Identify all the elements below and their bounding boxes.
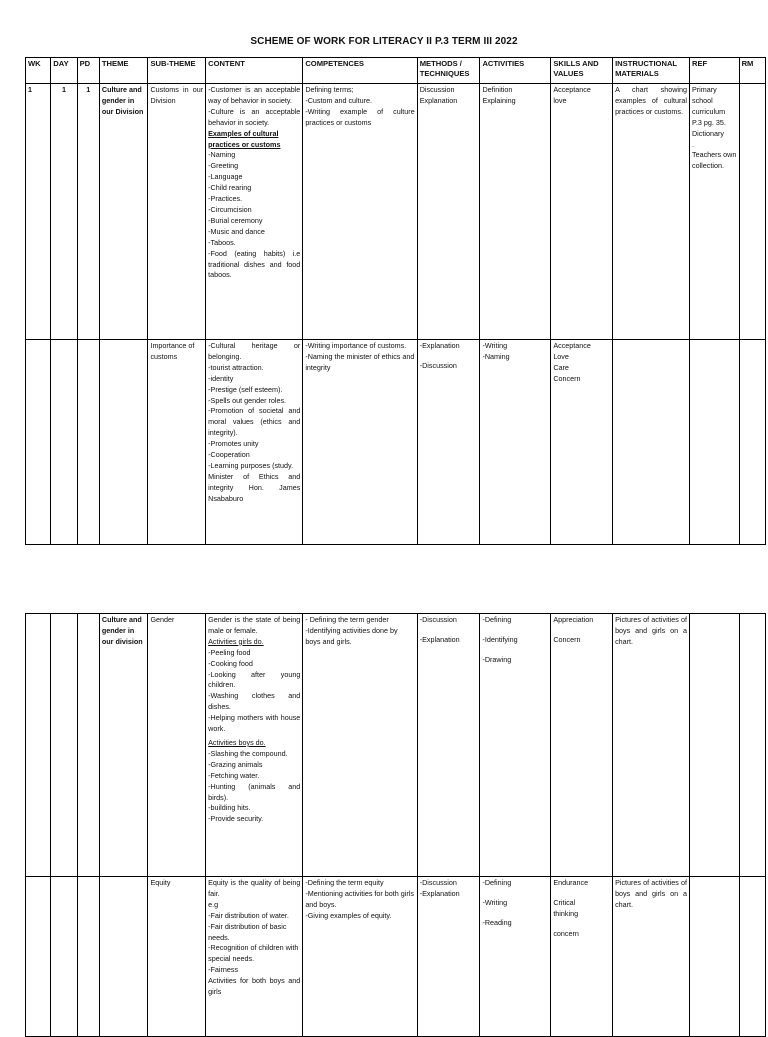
competences-cell [303, 614, 417, 877]
day-cell: 1 [51, 84, 77, 340]
header-content: CONTENT [206, 58, 303, 84]
activity-item: -Naming [482, 351, 510, 361]
competence-item: -Defining the term equity [305, 878, 384, 887]
list-item: -Greeting [208, 161, 239, 171]
content-heading: Activities boys do. [208, 737, 266, 747]
list-item: -Prestige (self esteem). [208, 384, 283, 394]
table-row [26, 84, 766, 340]
method-item: -Discussion [419, 360, 457, 370]
theme-cell: Culture and gender in our division [99, 614, 148, 877]
theme-cell [99, 340, 148, 545]
list-item: -Music and dance [208, 226, 265, 236]
activities-cell [480, 614, 551, 877]
list-item: -Circumcision [208, 204, 252, 214]
activity-item: Definition [482, 85, 513, 94]
ref-cell [689, 84, 739, 340]
period-cell [77, 614, 99, 877]
header-activities: ACTIVITIES [480, 58, 551, 84]
method-item: -Explanation [419, 888, 460, 898]
rm-cell [739, 877, 765, 1037]
list-item: -Washing clothes and dishes. [208, 691, 301, 712]
content-line: -Customer is an acceptable way of behavior in society. [208, 85, 301, 105]
skill-item: Acceptance [553, 85, 591, 94]
skill-item: Love [553, 351, 569, 361]
day-cell [51, 877, 77, 1037]
list-item: Activities for both boys and girls [208, 976, 301, 997]
competence-item: -Mentioning activities for both girls and boys. [305, 888, 414, 909]
header-methods: METHODS / TECHNIQUES [417, 58, 480, 84]
header-competences: COMPETENCES [303, 58, 417, 84]
activities-cell [480, 84, 551, 340]
period-cell [77, 340, 99, 545]
ref-line: . [691, 139, 694, 149]
list-item: -tourist attraction. [208, 362, 264, 372]
header-row [26, 58, 766, 84]
activities-cell [480, 340, 551, 545]
method-item: Explanation [419, 95, 458, 105]
period-cell [77, 877, 99, 1037]
header-subtheme: SUB-THEME [148, 58, 206, 84]
methods-cell [417, 877, 480, 1037]
skill-item: concern [553, 928, 579, 938]
competences-cell [303, 84, 417, 340]
rm-cell [739, 84, 765, 340]
competence-item: - Defining the term gender [305, 615, 389, 624]
skill-item: Appreciation [553, 615, 594, 624]
list-item: -Learning purposes (study. [208, 460, 294, 470]
list-item: -Peeling food [208, 647, 251, 657]
list-item: -Fetching water. [208, 770, 260, 780]
skill-item: love [553, 95, 567, 105]
competence-item: -Identifying activities done by boys and girls. [305, 625, 398, 646]
ref-cell [689, 877, 739, 1037]
list-item: Minister of Ethics and integrity Hon. James Nsababuro [208, 471, 301, 503]
content-heading: Activities girls do. [208, 636, 264, 646]
header-day: DAY [51, 58, 77, 84]
competence-item: -Writing importance of customs. [305, 341, 407, 350]
header-wk: WK [26, 58, 51, 84]
activity-item: Explaining [482, 95, 516, 105]
list-item: -Taboos. [208, 237, 236, 247]
content-cell [206, 877, 303, 1037]
activity-item: -Defining [482, 615, 512, 624]
header-theme: THEME [99, 58, 148, 84]
methods-cell [417, 340, 480, 545]
wk-cell [26, 340, 51, 545]
header-skills: SKILLS AND VALUES [551, 58, 613, 84]
header-rm: RM [739, 58, 765, 84]
content-line: Gender is the state of being male or female. [208, 615, 301, 635]
list-item: -Fairness [208, 965, 239, 975]
methods-cell [417, 84, 480, 340]
materials-cell [613, 340, 690, 545]
activity-item: -Reading [482, 917, 512, 927]
skill-item: Care [553, 362, 569, 372]
list-item: -Looking after young children. [208, 669, 301, 690]
table-row [26, 877, 766, 1037]
skill-item: Concern [553, 373, 581, 383]
day-cell [51, 614, 77, 877]
ref-line: Teachers own collection. [691, 150, 737, 171]
subtheme-cell: Customs in our Division [148, 84, 206, 340]
scheme-table-page-2 [25, 613, 766, 1037]
list-item: e.g [208, 899, 219, 909]
ref-cell [689, 340, 739, 545]
activity-item: -Defining [482, 878, 512, 887]
ref-line: Dictionary [691, 128, 724, 138]
list-item: -Cooking food [208, 658, 253, 668]
subtheme-cell: Importance of customs [148, 340, 206, 545]
list-item: -Child rearing [208, 183, 252, 193]
activity-item: -Drawing [482, 654, 512, 664]
document-title: SCHEME OF WORK FOR LITERACY II P.3 TERM III 2022 [250, 36, 518, 47]
competence-item: -Giving examples of equity. [305, 910, 392, 920]
list-item: -Hunting (animals and birds). [208, 781, 301, 802]
wk-cell [26, 877, 51, 1037]
list-item: -Helping mothers with house work. [208, 713, 301, 734]
method-item: Discussion [419, 85, 455, 94]
competences-cell [303, 877, 417, 1037]
content-heading: Examples of cultural practices or customs [208, 128, 281, 149]
materials-cell: Pictures of activities of boys and girls on a chart. [613, 614, 690, 877]
day-cell [51, 340, 77, 545]
list-item: -Fair distribution of basic needs. [208, 921, 287, 942]
header-pd: PD [77, 58, 99, 84]
skills-cell [551, 877, 613, 1037]
rm-cell [739, 614, 765, 877]
theme-cell: Culture and gender in our Division [99, 84, 148, 340]
list-item: -Promotion of societal and moral values (ethics and integrity). [208, 406, 301, 438]
ref-line: Primary school curriculum P.3 pg. 35. [691, 85, 726, 127]
list-item: -Promotes unity [208, 439, 259, 449]
skill-item: Critical thinking [553, 897, 579, 918]
list-item: -Fair distribution of water. [208, 910, 289, 920]
list-item: -Practices. [208, 194, 243, 204]
list-item: -Provide security. [208, 814, 264, 824]
list-item: -Cultural heritage or belonging. [208, 341, 301, 361]
competence-item: -Naming the minister of ethics and integrity [305, 351, 415, 372]
week-number: 1 [26, 84, 51, 340]
period-cell: 1 [77, 84, 99, 340]
competence-item: -Custom and culture. [305, 95, 373, 105]
activity-item: -Writing [482, 897, 508, 907]
list-item: -Burial ceremony [208, 215, 263, 225]
theme-cell [99, 877, 148, 1037]
method-item: -Discussion [419, 615, 457, 624]
skills-cell [551, 614, 613, 877]
materials-cell: Pictures of activities of boys and girls on a chart. [613, 877, 690, 1037]
list-item: -Recognition of children with special needs. [208, 943, 299, 964]
list-item: -Naming [208, 150, 236, 160]
activities-cell [480, 877, 551, 1037]
competences-cell [303, 340, 417, 545]
header-ref: REF [689, 58, 739, 84]
list-item: -identity [208, 373, 234, 383]
scheme-table-page-1 [25, 57, 766, 545]
list-item: -Grazing animals [208, 759, 263, 769]
skill-item: Concern [553, 634, 581, 644]
activity-item: -Identifying [482, 634, 518, 644]
table-row [26, 614, 766, 877]
header-materials: INSTRUCTIONAL MATERIALS [613, 58, 690, 84]
content-line: -Culture is an acceptable behavior in society. [208, 106, 301, 127]
subtheme-cell: Equity [148, 877, 206, 1037]
content-cell [206, 84, 303, 340]
method-item: -Explanation [419, 341, 460, 350]
skill-item: Acceptance [553, 341, 591, 350]
methods-cell [417, 614, 480, 877]
method-item: -Discussion [419, 878, 457, 887]
skill-item: Endurance [553, 878, 589, 887]
list-item: -building hits. [208, 803, 251, 813]
content-cell [206, 340, 303, 545]
table-row [26, 340, 766, 545]
list-item: Equity is the quality of being fair. [208, 878, 301, 898]
content-cell [206, 614, 303, 877]
competence-item: Defining terms; [305, 85, 354, 94]
subtheme-cell: Gender [148, 614, 206, 877]
list-item: -Spells out gender roles. [208, 395, 287, 405]
materials-cell: A chart showing examples of cultural practices or customs. [613, 84, 690, 340]
competence-item: -Writing example of culture practices or customs [305, 106, 415, 127]
activity-item: -Writing [482, 341, 508, 350]
skills-cell [551, 340, 613, 545]
list-item: -Cooperation [208, 450, 250, 460]
rm-cell [739, 340, 765, 545]
ref-cell [689, 614, 739, 877]
list-item: -Slashing the compound. [208, 748, 288, 758]
list-item: -Food (eating habits) i.e traditional dishes and food taboos. [208, 248, 301, 280]
list-item: -Language [208, 172, 243, 182]
method-item: -Explanation [419, 634, 460, 644]
skills-cell [551, 84, 613, 340]
wk-cell [26, 614, 51, 877]
